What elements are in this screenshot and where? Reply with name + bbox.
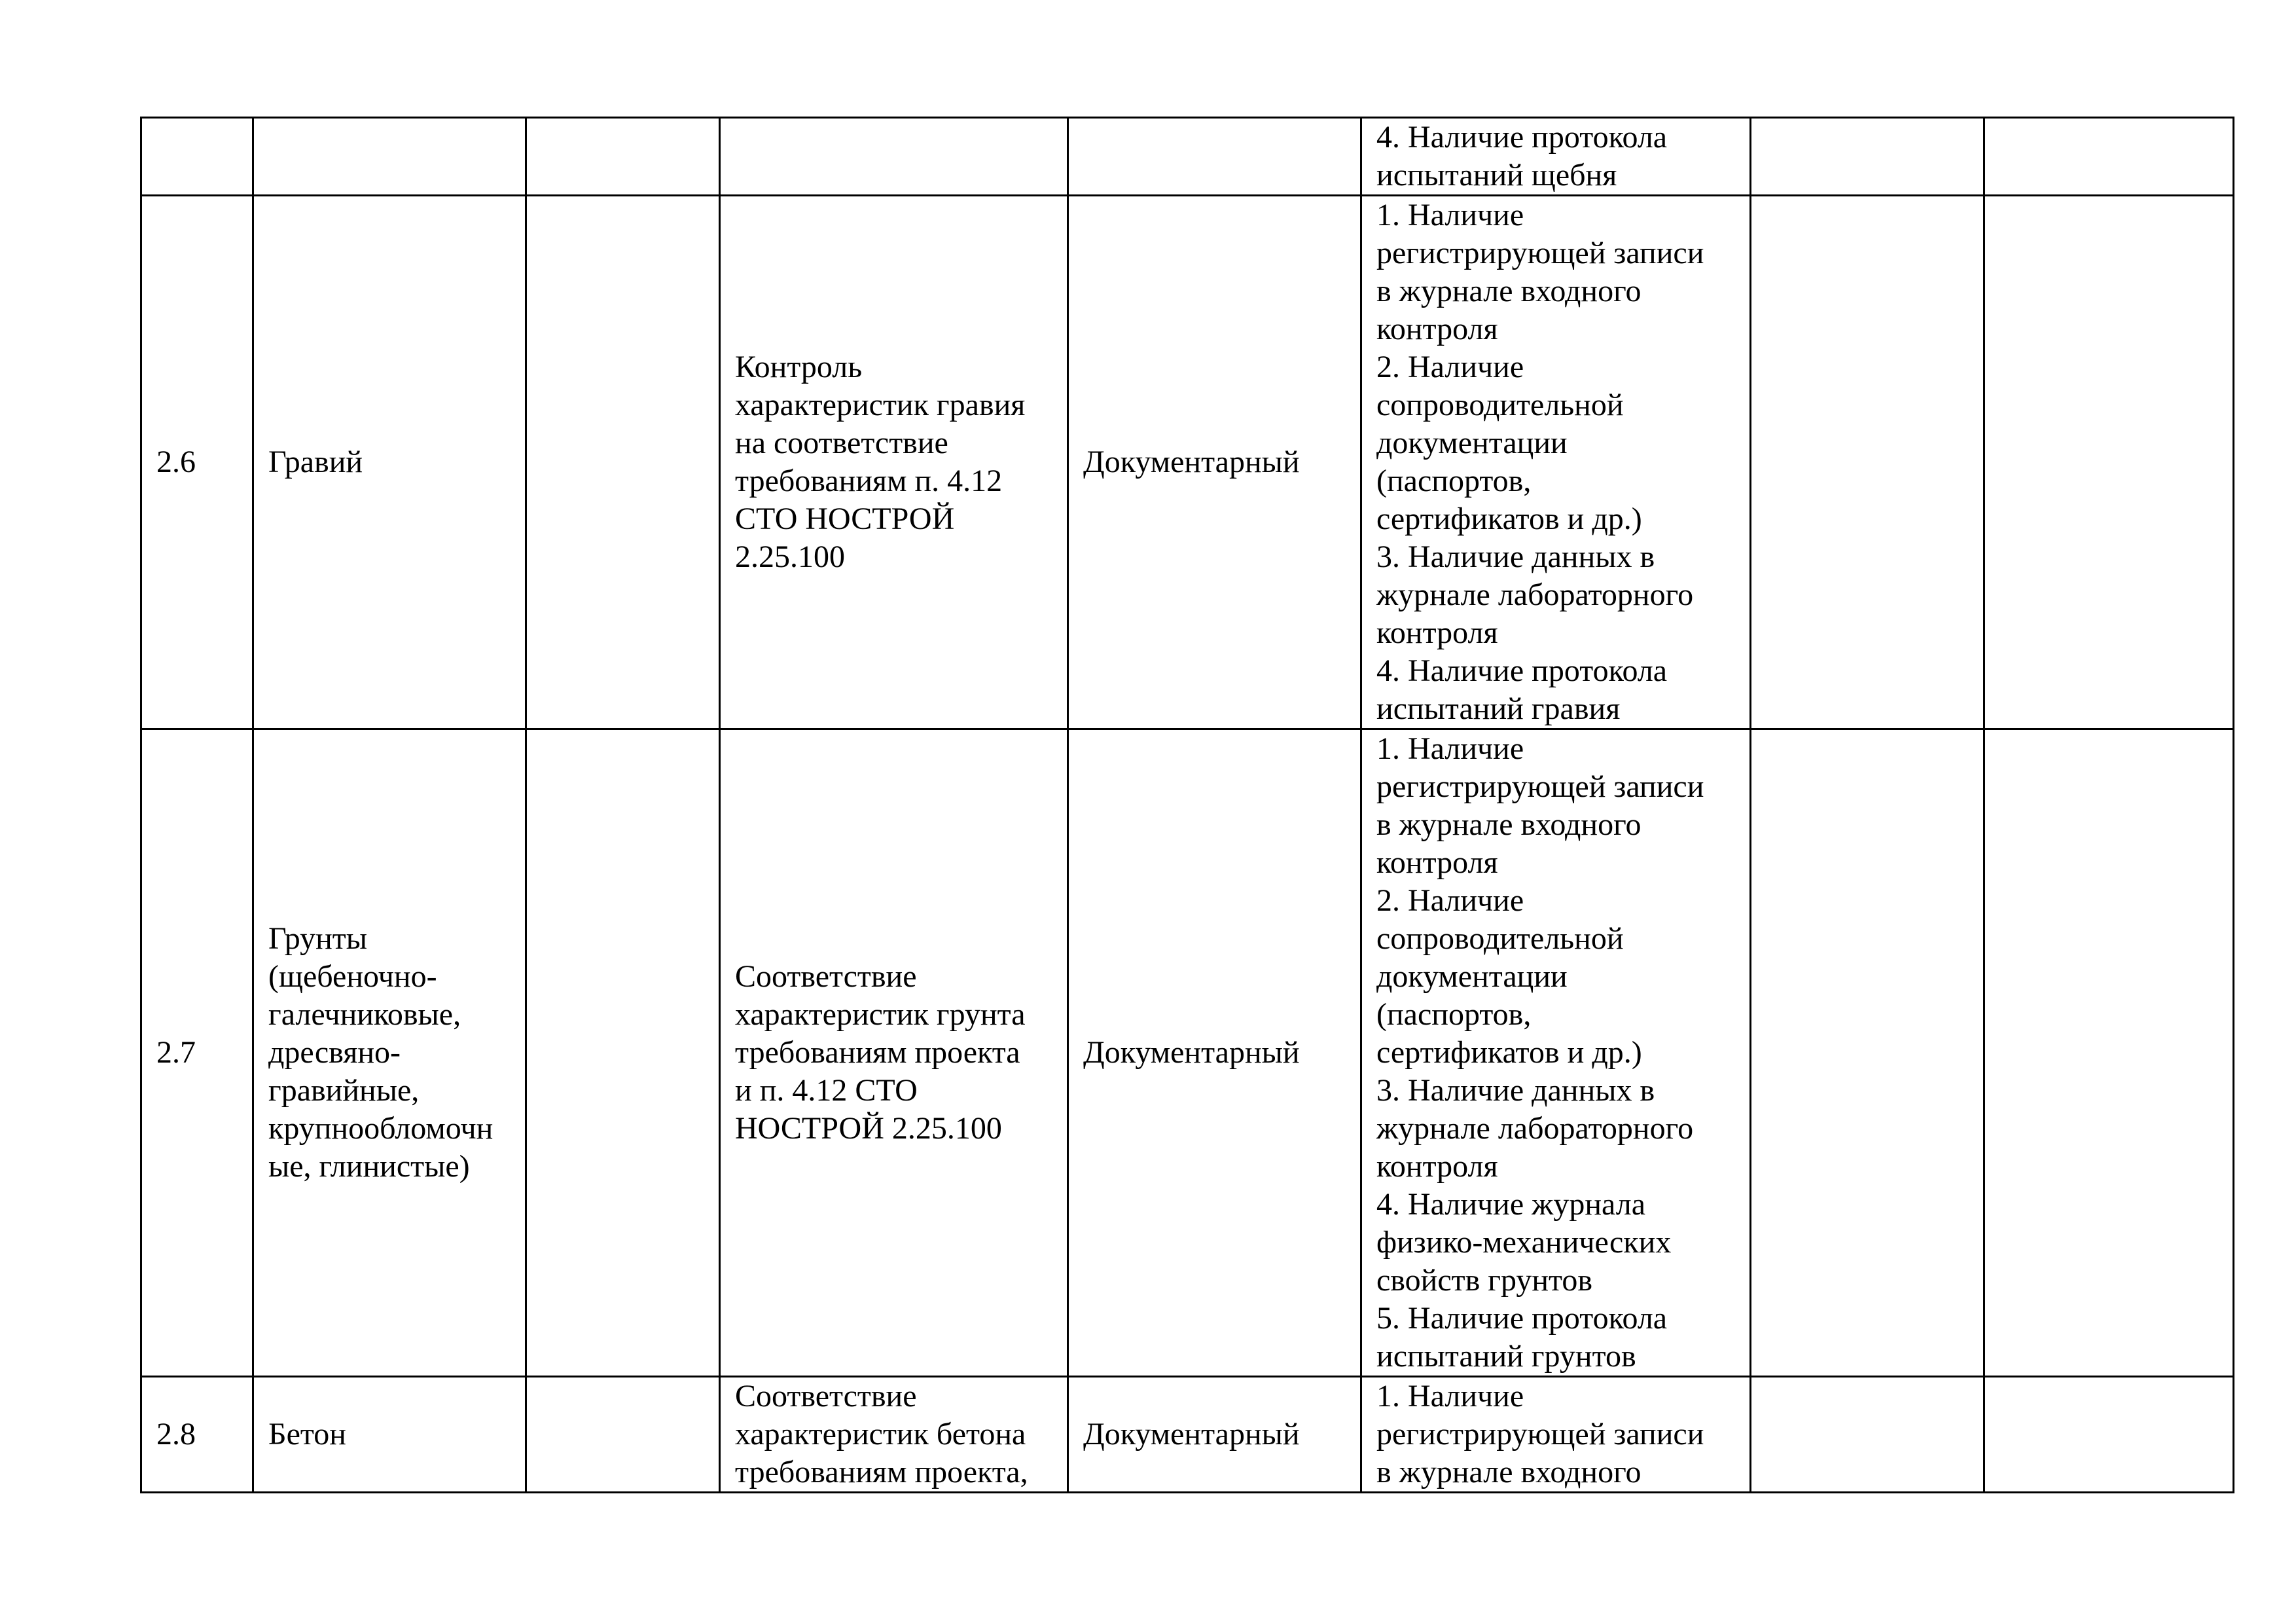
item-number: 2.8 xyxy=(156,1417,196,1451)
evidence-line: контроля xyxy=(1376,312,1498,346)
item-number-cell xyxy=(141,196,253,729)
control-method: Документарный xyxy=(1083,445,1300,479)
control-method-cell xyxy=(1068,196,1361,729)
requirement-cell xyxy=(720,1377,1068,1493)
requirement-line: Контроль xyxy=(735,350,863,384)
material-name-line: Грунты xyxy=(268,921,368,956)
evidence-line: 3. Наличие данных в xyxy=(1376,1073,1655,1108)
evidence-line: физико-механических xyxy=(1376,1225,1672,1260)
requirement-line: требованиям п. 4.12 xyxy=(735,464,1003,498)
evidence-line: (паспортов, xyxy=(1376,464,1532,498)
evidence-line: в журнале входного xyxy=(1376,274,1641,308)
evidence-cell xyxy=(1361,196,1751,729)
requirement-line: СТО НОСТРОЙ xyxy=(735,501,955,536)
evidence-line: 1. Наличие xyxy=(1376,1379,1524,1413)
evidence-line: регистрирующей записи xyxy=(1376,769,1704,804)
empty-cell xyxy=(1984,196,2234,729)
material-name-line: Бетон xyxy=(268,1417,346,1451)
empty-cell xyxy=(526,118,720,196)
empty-cell xyxy=(1751,1377,1984,1493)
evidence-line: регистрирующей записи xyxy=(1376,1417,1704,1451)
requirement-line: требованиям проекта xyxy=(735,1035,1020,1070)
control-method-cell xyxy=(1068,729,1361,1377)
control-method-cell xyxy=(1068,1377,1361,1493)
evidence-cell xyxy=(1361,1377,1751,1493)
control-method-cell xyxy=(1068,118,1361,196)
requirement-line: 2.25.100 xyxy=(735,539,845,574)
requirement-line: Соответствие xyxy=(735,1379,917,1413)
material-name-line: (щебеночно- xyxy=(268,959,437,994)
evidence-line: 1. Наличие xyxy=(1376,731,1524,766)
evidence-line: документации xyxy=(1376,426,1568,460)
requirement-cell xyxy=(720,729,1068,1377)
requirement-cell xyxy=(720,118,1068,196)
material-name-line: галечниковые, xyxy=(268,997,461,1032)
requirement-line: характеристик гравия xyxy=(735,388,1026,422)
evidence-line: регистрирующей записи xyxy=(1376,236,1704,270)
requirement-line: характеристик грунта xyxy=(735,997,1026,1032)
evidence-line: испытаний гравия xyxy=(1376,691,1621,726)
table-row-2-6 xyxy=(141,196,2234,729)
material-name-line: ые, глинистые) xyxy=(268,1149,470,1184)
requirement-line: на соответствие xyxy=(735,426,948,460)
empty-cell xyxy=(1751,729,1984,1377)
evidence-line: испытаний грунтов xyxy=(1376,1339,1636,1374)
table-row-2-7 xyxy=(141,729,2234,1377)
material-name-line: Гравий xyxy=(268,445,363,479)
item-number: 2.7 xyxy=(156,1035,196,1070)
material-name-cell xyxy=(253,196,526,729)
evidence-line: журнале лабораторного xyxy=(1376,1111,1694,1146)
material-name-line: дресвяно- xyxy=(268,1035,401,1070)
material-name-cell xyxy=(253,118,526,196)
evidence-line: (паспортов, xyxy=(1376,997,1532,1032)
evidence-line: 5. Наличие протокола xyxy=(1376,1301,1668,1336)
evidence-line: свойств грунтов xyxy=(1376,1263,1593,1298)
table-body xyxy=(141,118,2234,1493)
material-name-line: крупнообломочн xyxy=(268,1111,493,1146)
material-name-line: гравийные, xyxy=(268,1073,420,1108)
empty-cell xyxy=(1984,1377,2234,1493)
evidence-line: в журнале входного xyxy=(1376,807,1641,842)
empty-cell xyxy=(1984,118,2234,196)
control-method: Документарный xyxy=(1083,1035,1300,1070)
material-name-cell xyxy=(253,729,526,1377)
evidence-line: контроля xyxy=(1376,845,1498,880)
evidence-line: сопроводительной xyxy=(1376,921,1624,956)
empty-cell xyxy=(1751,196,1984,729)
evidence-line: 3. Наличие данных в xyxy=(1376,539,1655,574)
requirement-cell xyxy=(720,196,1068,729)
empty-cell xyxy=(1751,118,1984,196)
item-number: 2.6 xyxy=(156,445,196,479)
evidence-line: 1. Наличие xyxy=(1376,198,1524,232)
evidence-line: документации xyxy=(1376,959,1568,994)
material-name-cell xyxy=(253,1377,526,1493)
evidence-line: контроля xyxy=(1376,1149,1498,1184)
evidence-cell xyxy=(1361,729,1751,1377)
evidence-line: испытаний щебня xyxy=(1376,158,1617,192)
requirement-line: НОСТРОЙ 2.25.100 xyxy=(735,1111,1002,1146)
item-number-cell xyxy=(141,729,253,1377)
table-row-2-8 xyxy=(141,1377,2234,1493)
evidence-line: контроля xyxy=(1376,615,1498,650)
evidence-line: 4. Наличие журнала xyxy=(1376,1187,1645,1222)
evidence-line: 4. Наличие протокола xyxy=(1376,120,1668,155)
evidence-line: сертификатов и др.) xyxy=(1376,1035,1642,1070)
control-table xyxy=(140,117,2234,1493)
item-number-cell xyxy=(141,118,253,196)
empty-cell xyxy=(526,196,720,729)
evidence-line: сертификатов и др.) xyxy=(1376,501,1642,536)
empty-cell xyxy=(526,729,720,1377)
item-number-cell xyxy=(141,1377,253,1493)
requirement-line: требованиям проекта, xyxy=(735,1455,1028,1489)
evidence-line: 2. Наличие xyxy=(1376,883,1524,918)
evidence-line: в журнале входного xyxy=(1376,1455,1641,1489)
table-row-continued xyxy=(141,118,2234,196)
evidence-line: 4. Наличие протокола xyxy=(1376,653,1668,688)
evidence-line: журнале лабораторного xyxy=(1376,577,1694,612)
evidence-line: 2. Наличие xyxy=(1376,350,1524,384)
empty-cell xyxy=(1984,729,2234,1377)
evidence-cell xyxy=(1361,118,1751,196)
requirement-line: Соответствие xyxy=(735,959,917,994)
requirement-line: и п. 4.12 СТО xyxy=(735,1073,918,1108)
requirement-line: характеристик бетона xyxy=(735,1417,1026,1451)
control-method: Документарный xyxy=(1083,1417,1300,1451)
empty-cell xyxy=(526,1377,720,1493)
evidence-line: сопроводительной xyxy=(1376,388,1624,422)
